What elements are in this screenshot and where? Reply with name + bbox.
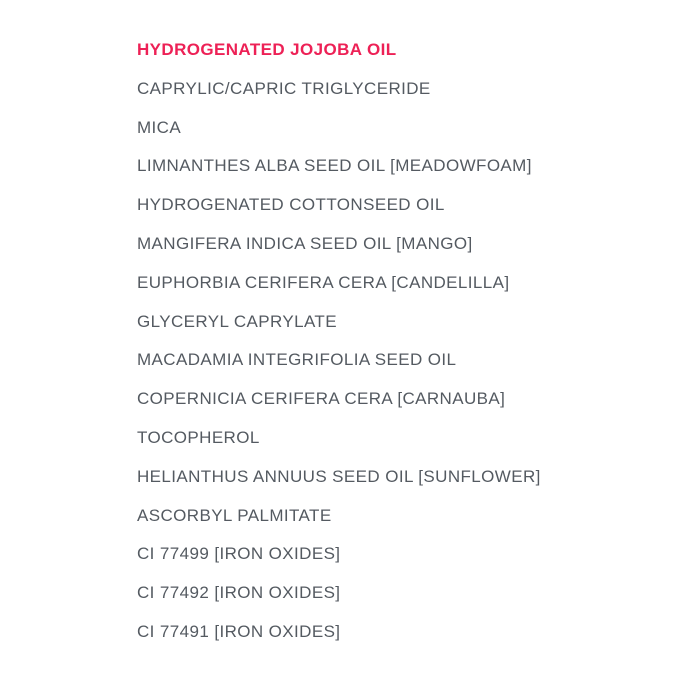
ingredient-item: MANGIFERA INDICA SEED OIL [MANGO] — [137, 233, 473, 253]
ingredient-item: CAPRYLIC/CAPRIC TRIGLYCERIDE — [137, 78, 431, 98]
ingredient-item: CI 77499 [IRON OXIDES] — [137, 544, 341, 564]
ingredient-item: EUPHORBIA CERIFERA CERA [CANDELILLA] — [137, 272, 510, 292]
ingredient-item: HELIANTHUS ANNUUS SEED OIL [SUNFLOWER] — [137, 466, 541, 486]
ingredient-item: GLYCERYL CAPRYLATE — [137, 311, 337, 331]
ingredient-item: MICA — [137, 117, 182, 137]
ingredient-item: CI 77491 [IRON OXIDES] — [137, 621, 341, 641]
ingredient-item: ASCORBYL PALMITATE — [137, 505, 332, 525]
ingredient-item: LIMNANTHES ALBA SEED OIL [MEADOWFOAM] — [137, 156, 532, 176]
ingredient-item: TOCOPHEROL — [137, 427, 260, 447]
ingredient-item-highlighted: HYDROGENATED JOJOBA OIL — [137, 40, 397, 59]
ingredient-item: CI 77492 [IRON OXIDES] — [137, 583, 341, 603]
ingredient-item: MACADAMIA INTEGRIFOLIA SEED OIL — [137, 350, 457, 370]
ingredient-list — [137, 41, 541, 662]
ingredient-item: HYDROGENATED COTTONSEED OIL — [137, 195, 445, 215]
ingredient-item: COPERNICIA CERIFERA CERA [CARNAUBA] — [137, 389, 506, 409]
